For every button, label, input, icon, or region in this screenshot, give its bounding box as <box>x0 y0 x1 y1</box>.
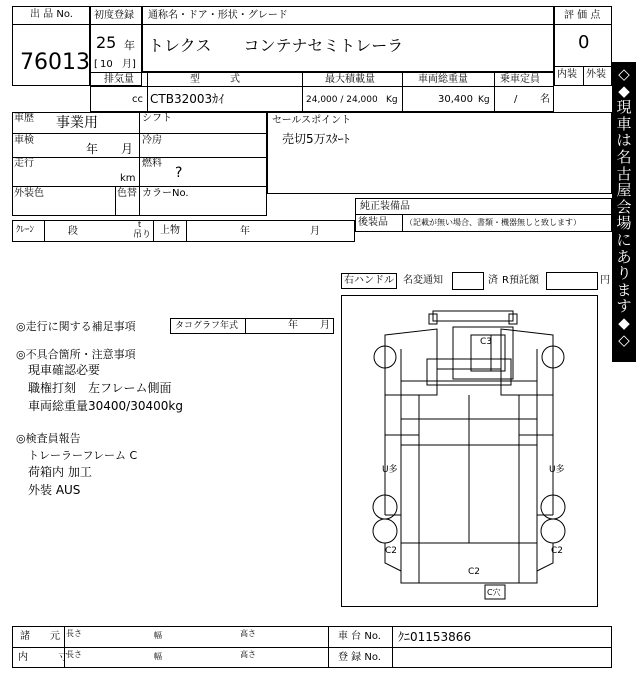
elevator-year-unit: 年 <box>240 226 250 237</box>
banner-char: り <box>616 264 632 283</box>
compliance-label: 済 <box>488 275 498 286</box>
aftermarket-note: （記載が無い場合、書類・機器無しと致します） <box>405 218 581 227</box>
wheel-rear-left-2 <box>373 519 397 543</box>
crane-hanging-label: 吊り <box>133 230 152 240</box>
interior-rating-label: 内装 <box>557 69 577 80</box>
displacement-label: 排気量 <box>104 74 134 85</box>
rating-label: 評 価 点 <box>564 10 601 21</box>
capacity-unit: 名 <box>540 94 550 105</box>
rhd-label: 右ハンドル <box>344 275 394 286</box>
registration-label: 登 録 No. <box>338 652 381 663</box>
rating-value: 0 <box>578 32 590 53</box>
name-change-label: 名変通知 <box>403 275 443 286</box>
month-open: [ <box>94 59 98 70</box>
color-code-label: カラーNo. <box>142 188 189 199</box>
max-load-value: 24,000 / 24,000 <box>306 95 378 105</box>
chassis-number: ｸﾆ01153866 <box>398 630 472 644</box>
elevator-month-unit: 月 <box>310 226 320 237</box>
inspector-label: ◎検査員報告 <box>16 432 81 445</box>
tachograph-label: タコグラフ年式 <box>175 321 239 331</box>
recycle-box <box>546 272 598 290</box>
chassis-label: 車 台 No. <box>338 631 381 642</box>
trailer-front-bar <box>433 311 513 321</box>
mark-c2-right: C2 <box>551 546 564 556</box>
aftermarket-label: 後装品 <box>358 217 388 228</box>
defect-line: 職権打刻 左フレーム側面 <box>28 381 172 395</box>
fuel-label: 燃料 <box>142 158 162 169</box>
banner-char: ◇ <box>618 330 630 349</box>
name-label: 通称名・ドア・形状・グレード <box>148 10 288 21</box>
banner-char: は <box>616 131 632 150</box>
crane-ton-unit: t <box>138 220 142 229</box>
banner-char: 名 <box>616 147 632 166</box>
banner-char: 古 <box>616 164 632 183</box>
trailer-diagram <box>341 295 598 607</box>
sales-point-text: 売切5万ｽﾀｰﾄ <box>282 132 350 146</box>
banner-char: ◆ <box>618 313 630 332</box>
defect-line: 現車確認必要 <box>28 363 101 377</box>
capacity-value: / <box>514 94 518 105</box>
max-load-unit: Kg <box>386 95 398 105</box>
mark-c-hole: C穴 <box>487 588 501 597</box>
crane-label: ｸﾚｰﾝ <box>16 225 35 235</box>
color-change-label: 色替 <box>117 188 137 199</box>
name-change-box <box>452 272 484 290</box>
sales-point-label: セールスポイント <box>272 115 352 126</box>
gross-weight-value: 30,400 <box>438 94 473 105</box>
model-name: トレクス コンテナセミトレーラ <box>148 36 404 55</box>
history-label: 車歴 <box>14 113 34 124</box>
banner-char: に <box>616 230 632 249</box>
tachograph-month: 月 <box>320 320 330 331</box>
length-label: 長さ <box>66 629 82 638</box>
mileage-unit: km <box>120 173 136 184</box>
mileage-label: 走行 <box>14 158 34 169</box>
gross-weight-label: 車両総重量 <box>418 74 468 85</box>
inspection-label: 車検 <box>14 135 34 146</box>
supp-label: ◎走行に関する補足事項 <box>16 320 136 333</box>
banner-char: す <box>616 297 632 316</box>
lot-label: 出 品 No. <box>30 9 73 20</box>
inspection-year: 年 <box>86 142 99 156</box>
capacity-label: 乗車定員 <box>500 74 540 85</box>
width-label: 幅 <box>154 652 162 661</box>
mark-c2-left: C2 <box>385 546 398 556</box>
defect-line: 車両総重量30400/30400kg <box>28 399 183 413</box>
elevator-label: 上物 <box>160 225 180 236</box>
report-line: 荷箱内 加工 <box>28 465 92 479</box>
month-value: 10 <box>100 59 113 70</box>
model-code: CTB32003ｶｲ <box>150 92 225 106</box>
recycle-label: R預託額 <box>502 275 539 286</box>
displacement-unit: cc <box>132 94 143 105</box>
inspection-month: 月 <box>121 142 134 156</box>
first-reg-label: 初度登録 <box>94 10 134 21</box>
model-code-label: 型 式 <box>190 74 240 85</box>
mark-c2-bottom: C2 <box>468 567 481 577</box>
banner-char: あ <box>616 247 632 266</box>
crane-stage-unit: 段 <box>68 226 78 237</box>
history-value: 事業用 <box>56 115 98 131</box>
year-value: 25 <box>96 33 117 52</box>
banner-char: 現 <box>616 98 632 117</box>
defects-label: ◎不具合箇所・注意事項 <box>16 348 136 361</box>
mark-u-right: U多 <box>549 465 565 475</box>
interior-dim-label: 内 寸 <box>18 652 68 663</box>
banner-char: ◆ <box>618 81 630 100</box>
exterior-rating-label: 外装 <box>586 69 606 80</box>
fuel-value: ? <box>175 165 183 181</box>
gross-weight-unit: Kg <box>478 95 490 105</box>
report-line: 外装 AUS <box>28 483 81 497</box>
genuine-equipment-label: 純正装備品 <box>360 201 410 212</box>
year-unit: 年 <box>124 39 135 52</box>
banner-char: ま <box>616 280 632 299</box>
banner-char: ◇ <box>618 65 630 83</box>
yen-label: 円 <box>600 275 610 286</box>
banner-char: 車 <box>616 114 632 133</box>
banner-char: 屋 <box>616 181 632 200</box>
ext-color-label: 外装色 <box>14 188 44 199</box>
tachograph-year: 年 <box>288 320 298 331</box>
length-label: 長さ <box>66 650 82 659</box>
month-unit: 月] <box>122 59 136 70</box>
banner-char: 会 <box>616 197 632 216</box>
crane-row <box>12 220 355 242</box>
max-load-label: 最大積載量 <box>325 74 375 85</box>
lot-number: 76013 <box>20 50 90 75</box>
shift-label: シフト <box>142 113 172 124</box>
ac-label: 冷房 <box>142 135 162 146</box>
banner-char: 場 <box>616 214 632 233</box>
location-banner <box>612 62 636 362</box>
height-label: 高さ <box>240 650 256 659</box>
mark-u-left: U多 <box>382 465 398 475</box>
mark-c3: C3 <box>480 337 493 347</box>
wheel-rear-right-2 <box>541 519 565 543</box>
specs-footer-label: 諸 元 <box>20 631 60 642</box>
width-label: 幅 <box>154 631 162 640</box>
report-line: トレーラーフレーム C <box>28 449 138 462</box>
height-label: 高さ <box>240 629 256 638</box>
